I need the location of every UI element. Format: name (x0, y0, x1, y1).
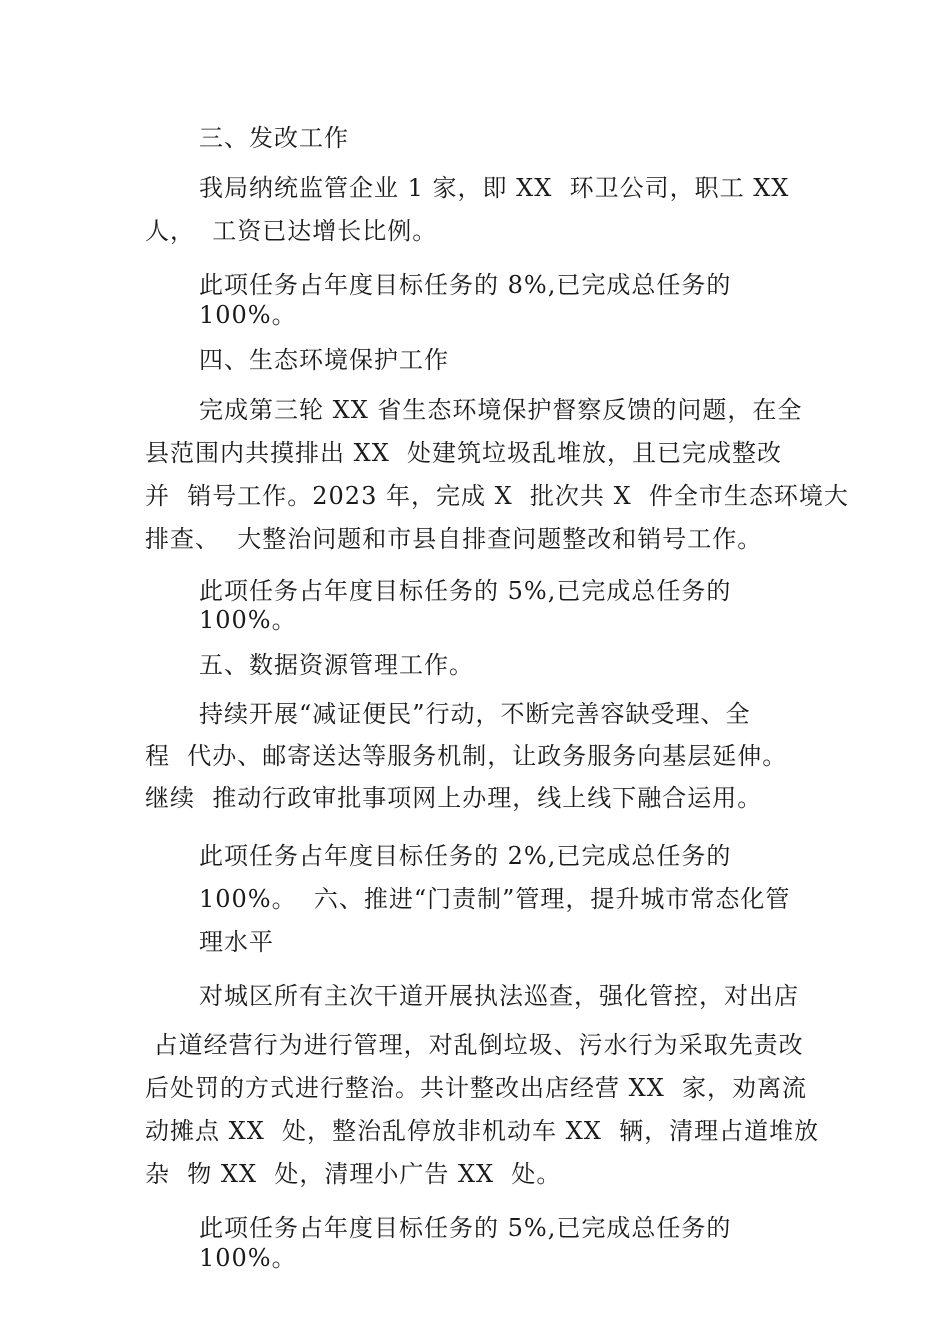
paragraph-line: 完成第三轮 XX 省生态环境保护督察反馈的问题，在全 (199, 396, 803, 424)
progress-line: 此项任务占年度目标任务的 2%,已完成总任务的 (199, 842, 732, 870)
progress-line: 此项任务占年度目标任务的 8%,已完成总任务的 (199, 271, 732, 299)
section-heading-6-continued: 理水平 (199, 928, 274, 956)
progress-line: 此项任务占年度目标任务的 5%,已完成总任务的 (199, 577, 732, 605)
section-heading-3: 三、发改工作 (199, 124, 349, 152)
paragraph-line: 我局纳统监管企业 1 家，即 XX 环卫公司，职工 XX (199, 174, 790, 202)
paragraph-line: 占道经营行为进行管理，对乱倒垃圾、污水行为采取先责改 (145, 1031, 804, 1059)
progress-line: 100%。 (199, 606, 297, 634)
paragraph-line: 后处罚的方式进行整治。共计整改出店经营 XX 家，劝离流 (145, 1074, 808, 1102)
paragraph-line: 程 代办、邮寄送达等服务机制，让政务服务向基层延伸。 (145, 742, 788, 770)
progress-line-with-heading-6: 100%。 六、推进“门责制”管理，提升城市常态化管 (199, 885, 791, 913)
progress-line: 100%。 (199, 1244, 297, 1272)
paragraph-line: 继续 推动行政审批事项网上办理，线上线下融合运用。 (145, 784, 763, 812)
progress-line: 此项任务占年度目标任务的 5%,已完成总任务的 (199, 1214, 732, 1242)
paragraph-line: 人， 工资已达增长比例。 (145, 217, 438, 245)
paragraph-line: 并 销号工作。2023 年，完成 X 批次共 X 件全市生态环境大 (145, 482, 849, 510)
paragraph-line: 动摊点 XX 处，整治乱停放非机动车 XX 辆，清理占道堆放 (145, 1117, 820, 1145)
paragraph-line: 杂 物 XX 处，清理小广告 XX 处。 (145, 1160, 562, 1188)
paragraph-line: 县范围内共摸排出 XX 处建筑垃圾乱堆放，且已完成整改 (145, 439, 783, 467)
section-heading-4: 四、生态环境保护工作 (199, 346, 449, 374)
section-heading-5: 五、数据资源管理工作。 (199, 651, 474, 679)
paragraph-line: 排查、 大整治问题和市县自排查问题整改和销号工作。 (145, 525, 763, 553)
paragraph-line: 对城区所有主次干道开展执法巡查，强化管控，对出店 (199, 982, 799, 1010)
progress-line: 100%。 (199, 301, 297, 329)
paragraph-line: 持续开展“减证便民”行动，不断完善容缺受理、全 (199, 700, 751, 728)
